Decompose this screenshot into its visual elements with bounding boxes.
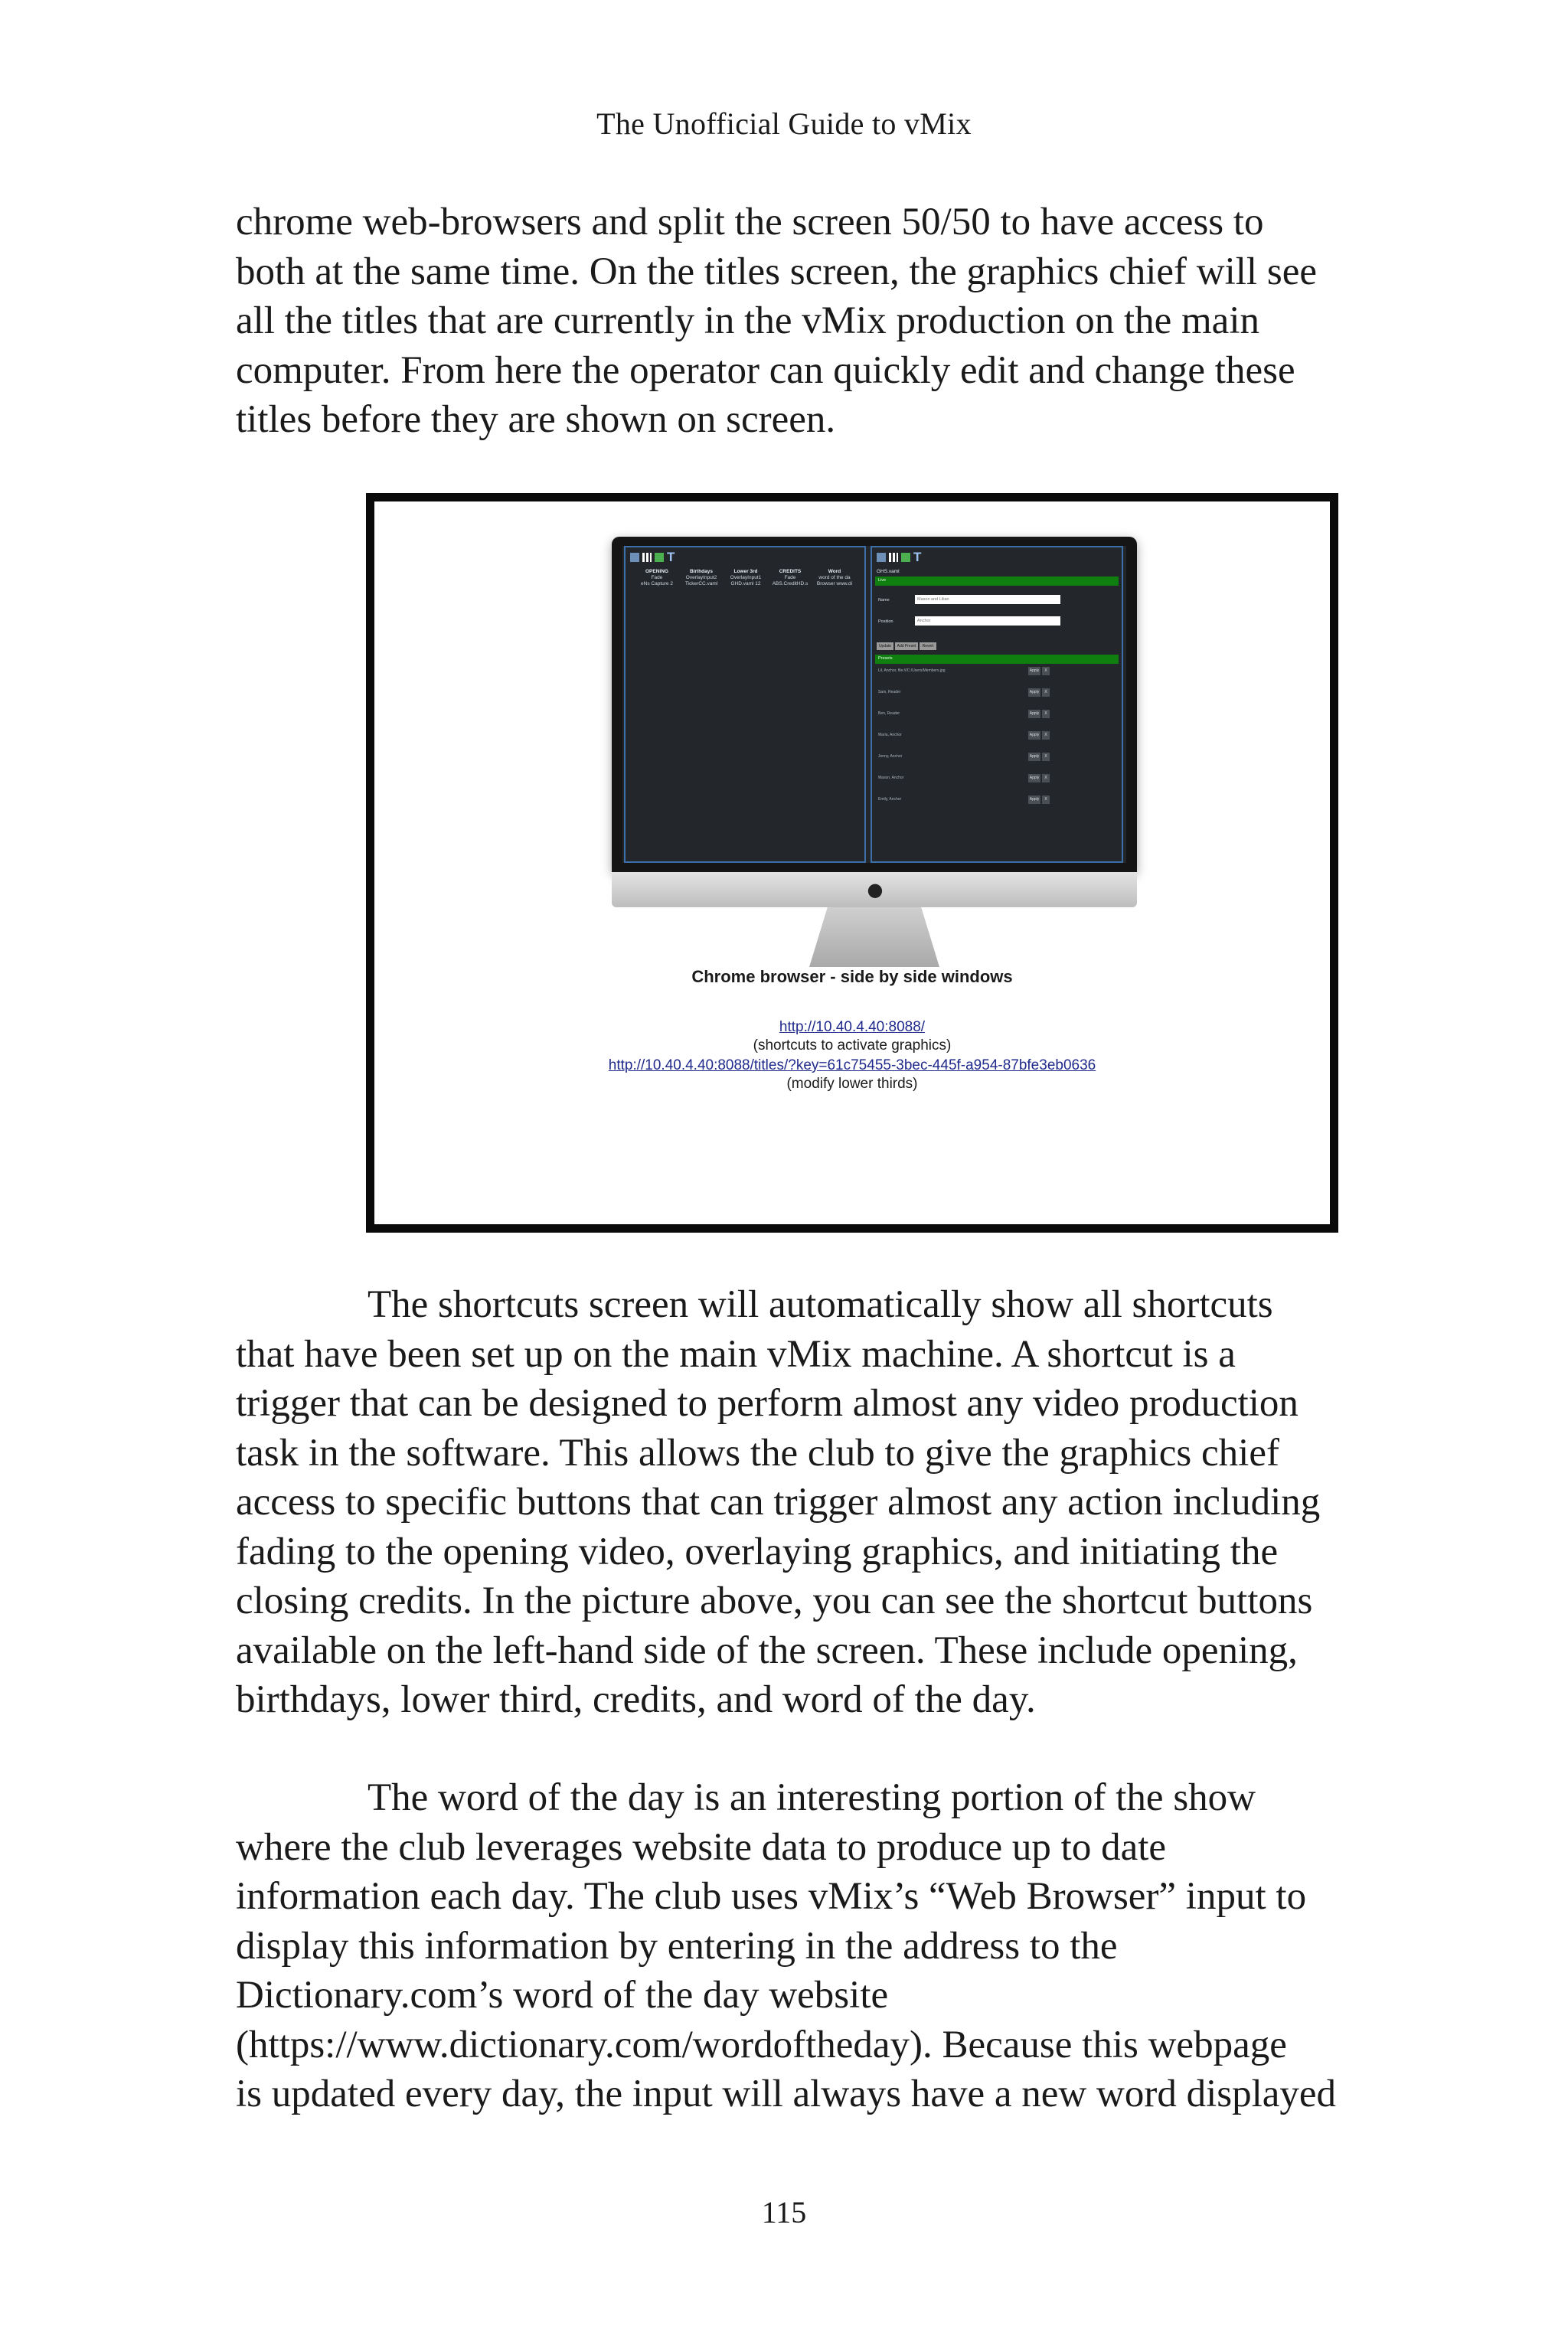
text-line: chrome web-browsers and split the screen 50/50 to have access to: [236, 201, 1264, 243]
remove-preset-button: X: [1042, 774, 1050, 782]
text-line: display this information by entering in the address to the: [236, 1924, 1118, 1968]
remove-preset-button: X: [1042, 795, 1050, 804]
body-paragraph: [236, 1280, 1415, 1725]
monitor-stand: [809, 907, 939, 967]
preset-label: Ben, Reader: [878, 711, 900, 716]
shortcut-cell: Fade: [651, 575, 663, 580]
remove-preset-button: X: [1042, 667, 1050, 675]
shortcut-cell: ABS.CreditHD.s: [772, 581, 808, 586]
name-field-label: Name: [878, 598, 890, 603]
preset-row: [878, 710, 1108, 719]
preset-label: Sam, Reader: [878, 690, 901, 694]
preset-row: [878, 688, 1108, 697]
remove-preset-button: X: [1042, 753, 1050, 761]
text-line: titles before they are shown on screen.: [236, 398, 836, 441]
presets-section-bar: [875, 655, 1119, 664]
remove-preset-button: X: [1042, 710, 1050, 718]
preset-row: [878, 731, 1108, 740]
add-preset-button: Add Preset: [895, 642, 918, 650]
apply-button: Apply: [1028, 667, 1040, 675]
titles-icon: T: [913, 550, 922, 564]
text-line: task in the software. This allows the club to give the graphics chief: [236, 1431, 1279, 1475]
preset-row: [878, 753, 1108, 762]
text-line: access to specific buttons that can trigger almost any action including: [236, 1481, 1321, 1524]
list-view-icon: [630, 553, 639, 562]
shortcut-cell: OverlayInput2: [685, 575, 717, 580]
shortcut-cell: word of the da: [818, 575, 851, 580]
remove-preset-button: X: [1042, 731, 1050, 740]
text-line: Dictionary.com’s word of the day website: [236, 1974, 889, 2017]
position-field-label: Position: [878, 619, 893, 624]
shortcut-cell: Fade: [784, 575, 796, 580]
title-name: GHS.vaml: [877, 569, 900, 574]
live-section-label: Live: [878, 578, 887, 583]
position-field: Anchor: [915, 616, 1060, 626]
titles-url-note: (modify lower thirds): [786, 1076, 918, 1092]
grid-view-icon: [642, 553, 652, 562]
list-view-icon: [877, 553, 886, 562]
preset-label: Maria, Anchor: [878, 733, 902, 737]
text-line: (https://www.dictionary.com/wordoftheday). Because this webpage: [236, 2023, 1287, 2066]
text-line: fading to the opening video, overlaying graphics, and initiating the: [236, 1530, 1279, 1573]
body-paragraph: [236, 1773, 1415, 2119]
preset-label: Jenny, Anchor: [878, 754, 903, 759]
apply-button: Apply: [1028, 688, 1040, 697]
text-line: closing credits. In the picture above, you can see the shortcut buttons: [236, 1579, 1313, 1622]
text-line: all the titles that are currently in the vMix production on the main: [236, 299, 1259, 342]
preset-row: [878, 795, 1108, 805]
shortcut-header: CREDITS: [779, 569, 802, 574]
shortcut-header: Lower 3rd: [733, 569, 758, 574]
page-number: 115: [761, 2195, 807, 2230]
shortcut-header: OPENING: [645, 569, 668, 574]
apply-button: Apply: [1028, 710, 1040, 718]
shortcut-cell: Browser www.di: [816, 581, 853, 586]
figure-caption: Chrome browser - side by side windows: [691, 967, 1013, 986]
shortcuts-window: [624, 546, 866, 863]
monitor-illustration: [612, 537, 1137, 907]
grid-view-icon: [889, 553, 898, 562]
text-line: where the club leverages website data to produce up to date: [236, 1825, 1167, 1869]
text-line: The shortcuts screen will automatically show all shortcuts: [368, 1283, 1273, 1326]
titles-icon: T: [667, 550, 675, 564]
shortcut-grid: [635, 569, 857, 587]
update-button: Update: [877, 642, 893, 650]
text-line: is updated every day, the input will always have a new word displayed: [236, 2073, 1337, 2115]
apply-button: Apply: [1028, 795, 1040, 804]
shortcut-cell: GHD.vaml 12: [730, 581, 761, 586]
shortcut-header: Birthdays: [690, 569, 713, 574]
shortcut-cell: OverlayInput1: [730, 575, 762, 580]
apply-button: Apply: [1028, 731, 1040, 740]
preset-row: [878, 667, 1108, 676]
shortcut-cell: TickerCC.vaml: [684, 581, 718, 586]
text-line: both at the same time. On the titles screen, the graphics chief will see: [236, 250, 1317, 293]
figure-frame: [366, 493, 1338, 1233]
text-line: information each day. The club uses vMix’s “Web Browser” input to: [236, 1875, 1307, 1918]
tiles-icon: [655, 553, 664, 562]
text-line: The word of the day is an interesting portion of the show: [368, 1776, 1256, 1819]
titles-toolbar: [877, 550, 921, 564]
presets-section-label: Presets: [878, 656, 893, 661]
text-line: trigger that can be designed to perform almost any video production: [236, 1382, 1298, 1425]
titles-url-link[interactable]: http://10.40.4.40:8088/titles/?key=61c75455-3bec-445f-a954-87bfe3eb0636: [608, 1057, 1096, 1073]
monitor-bezel: [612, 537, 1137, 872]
revert-button: Revert: [920, 642, 936, 650]
apply-button: Apply: [1028, 774, 1040, 782]
body-paragraph: [236, 198, 1415, 445]
text-line: available on the left-hand side of the screen. These include opening,: [236, 1628, 1298, 1672]
shortcuts-url-link[interactable]: http://10.40.4.40:8088/: [779, 1019, 926, 1035]
text-line: that have been set up on the main vMix machine. A shortcut is a: [236, 1332, 1236, 1376]
apple-logo-icon: ●: [867, 879, 884, 900]
shortcut-header: Word: [828, 569, 841, 574]
name-field: Mason and Lilian: [915, 595, 1060, 604]
apply-button: Apply: [1028, 753, 1040, 761]
titles-window: [871, 546, 1123, 863]
preset-label: Lil, Anchor, file:///C:/Users/Members.jpg: [878, 668, 946, 673]
running-header: The Unofficial Guide to vMix: [596, 106, 972, 141]
tiles-icon: [901, 553, 910, 562]
text-line: birthdays, lower third, credits, and word of the day.: [236, 1678, 1036, 1721]
preset-row: [878, 774, 1108, 783]
shortcuts-toolbar: [630, 550, 675, 564]
shortcut-cell: eNs Capture 2: [641, 581, 673, 586]
remove-preset-button: X: [1042, 688, 1050, 697]
preset-label: Emily, Anchor: [878, 797, 902, 802]
monitor-screen: [622, 546, 1126, 863]
preset-label: Mason, Anchor: [878, 776, 904, 780]
live-section-bar: [875, 577, 1119, 586]
shortcuts-url-note: (shortcuts to activate graphics): [753, 1037, 952, 1054]
text-line: computer. From here the operator can quickly edit and change these: [236, 348, 1295, 392]
